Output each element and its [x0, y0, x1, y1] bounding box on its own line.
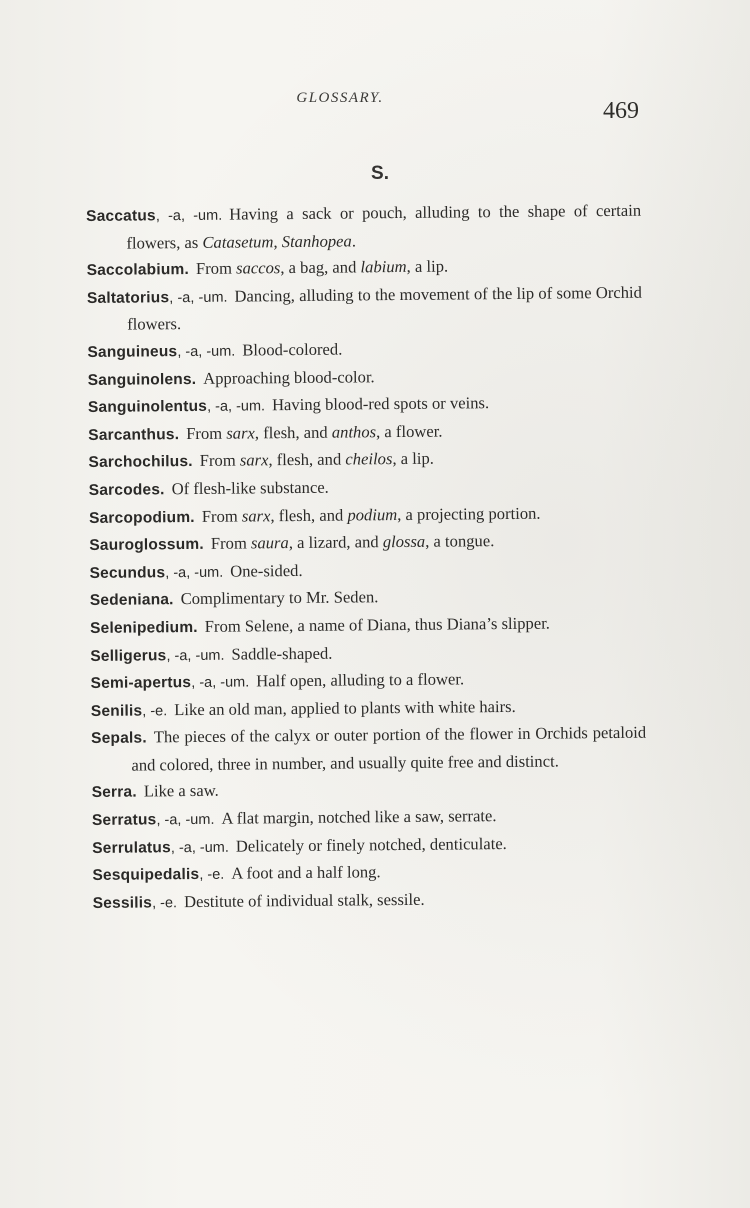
entry-definition-text: , a lip.	[406, 256, 449, 277]
entry-term: Saltatorius	[86, 288, 170, 307]
entry-definition-text: Approaching blood-color.	[203, 366, 375, 388]
entry-term: Sarcodes.	[88, 481, 165, 499]
entry-term: Saccolabium.	[86, 261, 190, 280]
entry-definition-text: One-sided.	[230, 560, 303, 581]
entry-term: Sarchochilus.	[88, 453, 193, 472]
entry-definition-text: Like a saw.	[143, 781, 219, 801]
glossary-entry	[87, 279, 642, 339]
entry-definition-text: A flat margin, notched like a saw, serrate.	[221, 806, 497, 828]
glossary-entries	[86, 198, 648, 918]
entry-suffix: , -e.	[151, 895, 178, 912]
page-number: 469	[603, 98, 639, 124]
entry-italic-word: labium	[360, 257, 407, 277]
entry-definition-text: Saddle-shaped.	[231, 643, 333, 664]
entry-definition-text: .	[351, 231, 357, 251]
entry-italic-word: sarx	[241, 505, 271, 526]
entry-definition-text: , a projecting portion.	[397, 503, 541, 524]
entry-italic-word: saura	[250, 533, 289, 553]
entry-term: Sepals.	[91, 729, 147, 748]
entry-definition-text: From	[199, 450, 240, 471]
entry-definition-text: From	[186, 423, 227, 443]
entry-definition-text: From	[195, 258, 237, 279]
entry-suffix: , -e.	[199, 866, 225, 884]
entry-italic-word: Catasetum	[202, 231, 274, 252]
entry-definition-text: , a tongue.	[425, 531, 495, 551]
entry-definition-text: Blood-colored.	[242, 339, 343, 360]
entry-definition-text: , flesh, and	[268, 449, 346, 470]
entry-term: Saccatus	[86, 207, 156, 225]
entry-definition-text: , a flower.	[375, 421, 443, 441]
entry-term: Sanguinolens.	[87, 370, 197, 389]
entry-term: Sarcopodium.	[88, 508, 195, 527]
entry-suffix: , -a, -um.	[170, 839, 229, 856]
entry-italic-word: cheilos	[345, 449, 393, 469]
entry-definition-text: From	[210, 533, 252, 553]
entry-term: Semi-apertus	[90, 674, 192, 693]
running-head: GLOSSARY.	[296, 90, 384, 106]
entry-term: Sanguineus	[87, 343, 178, 361]
glossary-entry	[91, 720, 646, 780]
entry-suffix: , -a, -um.	[166, 647, 225, 664]
entry-term: Sedeniana.	[89, 591, 174, 610]
entry-suffix: , -a, -um.	[177, 343, 236, 361]
entry-italic-word: sarx	[239, 450, 269, 470]
entry-definition-text: , a bag, and	[280, 257, 361, 278]
entry-definition-text: From	[201, 506, 242, 526]
entry-definition-text: , flesh, and	[254, 422, 332, 443]
entry-definition-text: Like an old man, applied to plants with white hairs.	[174, 696, 516, 719]
entry-suffix: , -a, -um.	[206, 398, 266, 416]
entry-term: Serratus	[91, 811, 157, 830]
entry-suffix: , -a, -um.	[191, 674, 250, 692]
entry-definition-text: , a lip.	[392, 449, 434, 469]
entry-term: Sauroglossum.	[89, 536, 204, 555]
entry-italic-word: anthos	[331, 421, 377, 442]
entry-term: Selenipedium.	[90, 618, 198, 637]
entry-definition-text: Of flesh-like substance.	[171, 477, 329, 499]
entry-italic-word: glossa	[382, 531, 426, 552]
entry-definition-text: The pieces of the calyx or outer portion of the flower in Orchids petaloid and colored, three in number, and usually quite free and distinct.	[131, 722, 647, 775]
entry-term: Sanguinolentus	[87, 398, 208, 417]
entry-suffix: , -a, -um.	[169, 289, 228, 306]
entry-definition-text: Having a sack or pouch, alluding to the shape of certain flowers, as	[126, 200, 642, 253]
entry-definition-text: ,	[273, 231, 282, 251]
entry-term: Senilis	[90, 702, 143, 720]
entry-definition-text: , flesh, and	[270, 505, 348, 525]
entry-italic-word: Stanhopea	[281, 231, 352, 251]
entry-term: Serra.	[91, 784, 137, 802]
entry-suffix: , -e.	[142, 702, 168, 720]
entry-definition-text: Half open, alluding to a flower.	[256, 669, 465, 691]
entry-definition-text: A foot and a half long.	[231, 862, 381, 883]
entry-suffix: , -a, -um.	[165, 564, 224, 581]
section-letter: S.	[371, 163, 389, 184]
entry-definition-text: Dancing, alluding to the movement of the lip of some Orchid flowers.	[127, 282, 642, 334]
entry-term: Secundus	[89, 563, 166, 582]
entry-suffix: , -a, -um.	[156, 811, 215, 829]
entry-term: Sesquipedalis	[92, 866, 200, 885]
entry-italic-word: sarx	[226, 423, 255, 443]
entry-italic-word: podium	[347, 504, 398, 525]
entry-term: Sarcanthus.	[88, 425, 180, 444]
entry-term: Serrulatus	[92, 838, 171, 857]
entry-definition-text: , a lizard, and	[288, 532, 383, 553]
glossary-entry	[86, 198, 641, 258]
glossary-entry	[93, 884, 648, 917]
entry-italic-word: saccos	[235, 258, 281, 278]
entry-suffix: , -a, -um.	[155, 207, 223, 225]
entry-term: Selligerus	[90, 646, 167, 665]
entry-definition-text: Complimentary to Mr. Seden.	[180, 587, 379, 609]
entry-definition-text: Delicately or finely notched, denticulate.	[235, 833, 507, 856]
entry-definition-text: From Selene, a name of Diana, thus Diana’s slipper.	[204, 613, 551, 636]
entry-definition-text: Destitute of individual stalk, sessile.	[183, 889, 425, 911]
entry-definition-text: Having blood-red spots or veins.	[271, 393, 490, 415]
entry-term: Sessilis	[92, 894, 153, 912]
